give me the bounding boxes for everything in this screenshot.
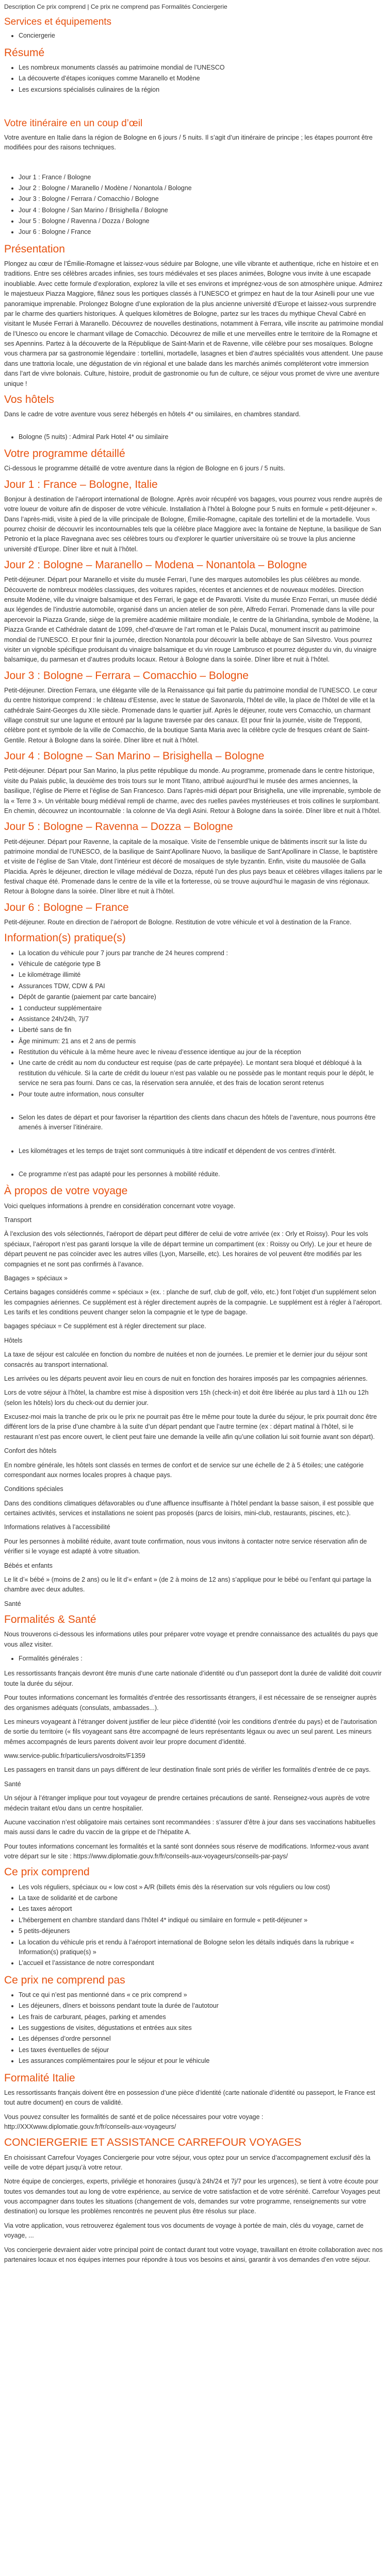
list-item: • Assurances TDW, CDW & PAI [19,981,384,991]
list-item: • La taxe de solidarité et de carbone [19,1893,384,1903]
list-item: • Jour 1 : France / Bologne [19,173,384,182]
itinerary-title: Votre itinéraire en un coup d’œil [4,118,143,129]
list-item: • L’hébergement en chambre standard dans l’hôtel 4* indiqué ou similaire en formule « petit-déjeuner » [19,1916,384,1925]
formalites-title: Formalités & Santé [4,1614,96,1626]
list-item: • Les kilométrages et les temps de trajet sont communiqués à titre indicatif et dépendent de vos centres d’intérêt. [19,1146,384,1156]
formalites-paragraph: Pour toutes informations concernant les formalités et la santé sont données sous réserve de modifications. Informez-vous avant votre départ sur le site : https://www.diplomatie.gouv.fr/fr/conseils-aux-voyageurs/conseils-par-pays/ [4,1842,369,1860]
prix-comprend-list [4,1883,384,1969]
list-item: • 1 conducteur supplémentaire [19,1004,384,1013]
formalites-paragraph: Les passagers en transit dans un pays différent de leur destination finale sont priés de vérifier les formalités d’entrée de ce pays. [4,1766,371,1774]
about-paragraph: Transport [4,1216,32,1224]
about-paragraph: bagages spéciaux = Ce supplément est à régler directement sur place. [4,1323,206,1330]
list-item: • Les dépenses d’ordre personnel [19,2034,384,2044]
about-paragraph: Le lit d’« bébé » (moins de 2 ans) ou le lit d’« enfant » (de 2 à moins de 12 ans) s’applique pour le bébé ou l’enfant qui partage la chambre avec deux adultes. [4,1575,371,1594]
list-item: • Pour toute autre information, nous consulter [19,1090,384,1099]
day-3-text: Petit-déjeuner. Direction Ferrara, une élégante ville de la Renaissance qui fait partie du patrimoine mondial de l’UNESCO. Le cœur du centre historique comprend : le château d’Estense, avec le statue de Savonarola, l’hôtel de ville, la place de l’hôtel de ville et la cathédrale Saint-Georges du XIIe siècle. Promenade dans le quartier juif. Après le déjeuner, route vers Comacchio, un charmant village construit sur une lagune et entouré par la lagune traversée par des canaux. Et pour finir la journée, visite de Trepponti, célèbre pont et symbole de la ville de Comacchio, de la boutique Santa Maria avec la célèbre cycle de fresques créant de Saint-Gentile. Retour à Bologne dans la soirée. Dîner libre et nuit à l’hôtel. [4,686,378,744]
hotels-list [4,432,384,442]
about-paragraph: Bagages » spéciaux » [4,1274,68,1282]
list-item: • Dépôt de garantie (paiement par carte bancaire) [19,992,384,1002]
hotels-text: Dans le cadre de votre aventure vous serez hébergés en hôtels 4* ou similaires, en chambres standard. [4,411,301,418]
about-paragraph: Informations relatives à l’accessibilité [4,1523,110,1531]
conciergerie-paragraph: Via votre application, vous retrouverez également tous vos documents de voyage à portée de main, clés du voyage, carnet de voyage, ... [4,2222,364,2240]
list-item: • Une carte de crédit au nom du conducteur est requise (pas de carte prépayée). Le montant sera bloqué et débloqué à la restitution du véhicule. Si la carte de crédit du loueur n’est pas valable ou ne possède pas le montant requis pour le dépôt, le service ne sera pas fourni. Dans ce cas, la réservation sera annulée, et des frais de location seront retenus [19,1058,384,1088]
programme-title: Votre programme détaillé [4,447,125,460]
information-list-a [4,948,384,1099]
about-paragraph: Lors de votre séjour à l’hôtel, la chambre est mise à disposition vers 15h (check-in) et doit être libérée au plus tard à 11h ou 12h (selon les hôtels) lors du check-out du dernier jour. [4,1389,369,1406]
list-item: • Bologne (5 nuits) : Admiral Park Hotel 4* ou similaire [19,432,384,442]
day-5-title: Jour 5 : Bologne – Ravenna – Dozza – Bologne [4,821,233,833]
hotels-title: Vos hôtels [4,393,54,405]
conciergerie-title: CONCIERGERIE ET ASSISTANCE CARREFOUR VOYAGES [4,2137,302,2149]
itinerary-days-list [4,173,384,238]
day-4-title: Jour 4 : Bologne – San Marino – Brisighella – Bologne [4,750,265,762]
list-item: • Selon les dates de départ et pour favoriser la répartition des clients dans chacun des hôtels de l’aventure, nous pourrons être amenés à inverser l’itinéraire. [19,1113,384,1133]
list-item: • La location du véhicule pour 7 jours par tranche de 24 heures comprend : [19,948,384,958]
list-item: • Liberté sans de fin [19,1025,384,1035]
conciergerie-paragraph: Notre équipe de concierges, experts, privilégie et honoraires (jusqu’à 24h/24 et 7j/7 pour les urgences), se tient à votre écoute pour toutes vos demandes tout au long de votre expérience, au service de votre satisfaction et de votre sérénité. Carrefour Voyages peut vous accompagner dans toutes les situations (changement de vols, demandes sur votre programme, renseignements sur votre destination) ou lorsque les problèmes rencontrés ne peuvent plus être résolus sur place. [4,2178,380,2215]
services-list [4,31,384,41]
list-item: • 5 petits-déjeuners [19,1926,384,1936]
list-item: • Conciergerie [19,31,384,41]
presentation-text: Plongez au cœur de l’Émilie-Romagne et laissez-vous séduire par Bologne, une ville vibrante et authentique, riche en histoire et en traditions. Entre ses célèbres arcades infinies, ses tours médiévales et ses places animées, Bologne vous invite à une escapade inoubliable. Avec cette formule d’exploration, explorez la ville et ses environs et imprégnez-vous de son atmosphère unique. Admirez le majestueux Piazza Maggiore, flânez sous les portiques classés à l’UNESCO et grimpez en haut de la tour Asinelli pour une vue panoramique imprenable. Prolongez Bologne d’une exploration de la plus ancienne université d’Europe et laissez-vous surprendre par le charme des quartiers historiques. À quelques kilomètres de Bologne, partez sur les traces du mythique Cheval Cabré en visitant le Musée Ferrari à Maranello. Découvrez de nouvelles destinations, notamment à Ferrara, ville inscrite au patrimoine mondial de l’Unesco ou encore le charmant village de Comacchio. Découvrez de mille et une merveilles entre le territoire de la Romagne et ses Apennins. Partez à la découverte de la République de Saint-Marin et de Ravenne, ville célèbre pour ses mosaïques. Bologne vous charmera par sa gastronomie légendaire : tortellini, mortadelle, lasagnes et bien d’autres spécialités vous attendent. Une pause dans une trattoria locale, une dégustation de vin régional et une balade dans les marchés animés compléteront votre immersion dans l’art de vivre bolonais. Culture, histoire, produit de gastronomie ou fun de culture, ce séjour vous promet de vivre une aventure unique ! [4,260,384,387]
about-paragraph: Pour les personnes à mobilité réduite, avant toute confirmation, nous vous invitons à contacter notre service réservation afin de vérifier si le voyage est adapté à votre situation. [4,1537,367,1555]
resume-list [4,63,384,95]
about-paragraph: Santé [4,1600,21,1607]
list-item: • Restitution du véhicule à la même heure avec le niveau d’essence identique au jour de la réception [19,1047,384,1057]
formalites-paragraph: Un séjour à l’étranger implique pour tout voyageur de prendre certaines précautions de santé. Renseignez-vous auprès de votre médecin traitant et/ou dans un centre hospitalier. [4,1794,370,1812]
prix-ne-comprend-title: Ce prix ne comprend pas [4,1974,125,1986]
formalites-paragraph: Les mineurs voyageant à l’étranger doivent justifier de leur pièce d’identité (voir les conditions d’entrée du pays) et de l’autorisation de sortie du territoire (« fils voyageant sans être accompagné de leurs représentants légaux ou avec un seul parent. Les mineurs mêmes accompagnés de leurs parents doivent avoir leur propre document d’identité. [4,1718,377,1745]
programme-intro: Ci-dessous le programme détaillé de votre aventure dans la région de Bologne en 6 jours / 5 nuits. [4,465,285,472]
list-item: • Formalités générales : [19,1654,384,1664]
about-paragraph: En nombre générale, les hôtels sont classés en termes de confort et de service sur une échelle de 2 à 5 étoiles; une catégorie correspondant aux normes locales propres à chaque pays. [4,1461,364,1479]
conciergerie-paragraph: Vos conciergerie devraient aider votre principal point de contact durant tout votre voyage, travaillant en étroite collaboration avec nos partenaires locaux et nos équipes internes pour répondre à tous vos besoins et ainsi, garantir à vos demandes d’en votre séjour. [4,2246,383,2263]
list-item: • Les frais de carburant, péages, parking et amendes [19,2012,384,2022]
day-4-text: Petit-déjeuner. Départ pour San Marino, la plus petite république du monde. Au programme, promenade dans le centre historique, visite du Palais public, la deuxième des trois tours sur le mont Titano, attribué aujourd’hui le musée des armes anciennes, la basilique, l’église de Pierre et l’église de San Francesco. Dans l’après-midi départ pour Brisighella, une ville imprenable, symbole de la « Terre 3 ». Un véritable bourg médiéval rempli de charme, avec des ruelles pavées mystérieuses et trois collines le surplombant. En chemin, découvrez un incontournable : la colonne de Via degli Asini. Retour à Bologne dans la soirée. Dîner libre et nuit à l’hôtel. [4,767,381,815]
about-paragraph: Excusez-moi mais la tranche de prix ou le prix ne pourrait pas être le même pour toute la durée du séjour, le prix pourrait donc être différent lors de la prise d’une chambre à la suite d’un départ pendant que l’autre termine (ex : départ matinal à l’hôtel, si le restaurant n’est pas encore ouvert, le client peut faire une demande la veille afin qu’une collation lui soit fournie avant son départ). [4,1413,377,1440]
list-item: • Jour 4 : Bologne / San Marino / Brisighella / Bologne [19,206,384,215]
about-paragraph: Confort des hôtels [4,1447,57,1455]
about-paragraph: Hôtels [4,1336,23,1344]
about-paragraph: Certains bagages considérés comme « spéciaux » (ex. : planche de surf, club de golf, vélo, etc.) font l’objet d’un supplément selon les compagnies aériennes. Ce supplément est à régler directement auprès de la compagnie. Le supplément est à régler à l’aéroport. Les tarifs et les conditions peuvent changer selon la compagnie et le type de bagage. [4,1289,382,1316]
list-item: • Les déjeuners, dîners et boissons pendant toute la durée de l’autotour [19,2001,384,2011]
day-1-text: Bonjour à destination de l’aéroport international de Bologne. Après avoir récupéré vos bagages, vous pourrez vous rendre auprès de votre loueur de voiture afin de disposer de votre véhicule. Installation à l’hôtel à Bologne pour 5 nuits en formule « petit-déjeuner ». Dans l’après-midi, visite à pied de la ville principale de Bologne, Émilie-Romagne, capitale des tortellini et de la mortadelle. Vous pourrez choisir de découvrir les incontournables tels que la célèbre place Maggiore avec la fontaine de Neptune, la basilique de San Petronio et la place Ravegnana avec ses célèbres tours ou d’explorer le quartier universitaire où se trouve la plus ancienne université d’Europe. Dîner libre et nuit à l’hôtel. [4,495,383,553]
list-item: • Véhicule de catégorie type B [19,959,384,969]
list-item: • Le kilométrage illimité [19,970,384,980]
prix-comprend-title: Ce prix comprend [4,1866,90,1878]
about-paragraph: La taxe de séjour est calculée en fonction du nombre de nuitées et non de journées. Le premier et le dernier jour du séjour sont consacrés au transport international. [4,1351,367,1368]
about-paragraph: Dans des conditions climatiques défavorables ou d’une affluence insuffisante à l’hôtel pendant la basse saison, il est possible que certaines activités, services et installations ne soient pas proposés (parcs de loisirs, mini-club, restaurants, piscines, etc.). [4,1499,374,1517]
list-item: • Jour 2 : Bologne / Maranello / Modène / Nonantola / Bologne [19,183,384,193]
information-title: Information(s) pratique(s) [4,932,126,944]
itinerary-intro-text: Votre aventure en Italie dans la région de Bologne en 6 jours / 5 nuits. Il s’agit d’un itinéraire de principe ; les étapes pourront être modifiées pour des raisons techniques. [4,133,373,151]
day-6-title: Jour 6 : Bologne – France [4,901,129,913]
list-item: • Les taxes éventuelles de séjour [19,2045,384,2055]
list-item: • Les suggestions de visites, dégustations et entrées aux sites [19,2023,384,2033]
breadcrumb: Description Ce prix comprend | Ce prix ne comprend pas Formalités Conciergerie [4,3,227,10]
about-paragraph: À l’exclusion des vols sélectionnés, l’aéroport de départ peut différer de celui de votre arrivée (ex : Orly et Roissy). Pour les vols spéciaux, l’aéroport n’est pas garanti lorsque la ville de départ termine un compartiment (ex : Roissy ou Orly). Le jour et heure de départ peuvent ne pas coïncider avec les autres villes (Lyon, Marseille, etc). Les horaires de vol peuvent être modifiés par les compagnies et ne sont pas confirmés à l’avance. [4,1230,372,1268]
list-item: • La découverte d’étapes iconiques comme Maranello et Modène [19,74,384,83]
day-2-text: Petit-déjeuner. Départ pour Maranello et visite du musée Ferrari, l’une des marques automobiles les plus célèbres au monde. Découverte de nombreux modèles classiques, des voitures rapides, récentes et anciennes et de nouveaux modèles. Direction ensuite Modène, ville du vinaigre balsamique et des Ferrari, le gage et de Pavarotti. Visite du musée Enzo Ferrari, un musée dédié aux légendes de l’industrie automobile, organisé dans un ancien atelier de son père, Alfredo Ferrari. Promenade dans la ville pour apercevoir la Piazza Grande, siège de la première académie militaire mondiale, le centre de la Ghirlandina, symbole de Modène, la Piazza Grande et Cathédrale datant de 1099, chef-d’œuvre de l’art roman et le Palais Ducal, monument inscrit au patrimoine mondial de l’UNESCO. Et pour finir la journée, direction Nonantola pour découvrir la belle abbaye de San Silvestro. Vous pourrez visiter un vignoble spécifique produisant du vinaigre balsamique et du vin rouge Lambrusco et pourrez déguster du vin, du vinaigre balsamique, du parmesan et d’autres produits locaux. Retour à Bologne dans la soirée. Dîner libre et nuit à l’hôtel. [4,576,379,664]
list-item: • Les nombreux monuments classés au patrimoine mondial de l’UNESCO [19,63,384,73]
list-item: • L’accueil et l’assistance de notre correspondant [19,1958,384,1968]
list-item: • Âge minimum: 21 ans et 2 ans de permis [19,1037,384,1046]
list-item: • Assistance 24h/24h, 7j/7 [19,1014,384,1024]
list-item: • Jour 6 : Bologne / France [19,227,384,237]
services-title: Services et équipements [4,16,112,27]
about-title: À propos de votre voyage [4,1185,128,1197]
day-6-text: Petit-déjeuner. Route en direction de l’aéroport de Bologne. Restitution de votre véhicule et vol à destination de la France. [4,919,352,926]
information-list-b [4,1113,384,1133]
formalite-paragraph: Vous pouvez consulter les formalités de santé et de police nécessaires pour votre voyage : http://XXXwww.diplomatie.gouv.fr/fr/conseils-aux-voyageurs/ [4,2113,264,2130]
information-list-c [4,1146,384,1156]
list-item: • Jour 5 : Bologne / Ravenna / Dozza / Bologne [19,216,384,226]
information-list-d [4,1170,384,1179]
list-item: • Tout ce qui n’est pas mentionné dans « ce prix comprend » [19,1990,384,2000]
about-paragraph: Conditions spéciales [4,1485,63,1493]
about-paragraph: Les arrivées ou les départs peuvent avoir lieu en cours de nuit en fonction des horaires imposés par les compagnies aériennes. [4,1375,368,1382]
formalites-list [4,1654,384,1664]
presentation-title: Présentation [4,243,65,255]
formalite-italie-title: Formalité Italie [4,2072,75,2084]
formalites-paragraph: Santé [4,1780,21,1788]
about-paragraph: Bébés et enfants [4,1562,53,1569]
list-item: • Ce programme n’est pas adapté pour les personnes à mobilité réduite. [19,1170,384,1179]
formalites-paragraph: Pour toutes informations concernant les formalités d’entrée des ressortissants étrangers, il est nécessaire de se renseigner auprès des organismes adéquats (consulats, ambassades...). [4,1694,377,1711]
list-item: • Les vols réguliers, spéciaux ou « low cost » A/R (billets émis dès la réservation sur vols réguliers ou low cost) [19,1883,384,1892]
day-5-text: Petit-déjeuner. Départ pour Ravenne, la capitale de la mosaïque. Visite de l’ensemble unique de bâtiments inscrit sur la liste du patrimoine mondial de l’UNESCO, de la basilique de Saint’Apollinare Nuovo, la basilique de Sant’Apollinare in Classe, le baptistère et visite de l’église de San Vitale, dont l’intérieur est décoré de mosaïques de style byzantin. Enfin, visite du mausolée de Galla Placidia. Après le déjeuner, direction le village médiéval de Dozza, réputé l’un des plus pays beaux et célèbres villages italiens par le festival chaque été. Promenade dans le centre de la ville et la forteresse, où se trouve aujourd’hui le magasin de vins régionaux. Retour à Bologne dans la soirée. Dîner libre et nuit à l’hôtel. [4,838,383,895]
resume-title: Résumé [4,46,45,59]
day-3-title: Jour 3 : Bologne – Ferrara – Comacchio – Bologne [4,669,249,682]
formalites-intro: Nous trouverons ci-dessous les informations utiles pour préparer votre voyage et prendre connaissance des actualités du pays que vous allez visiter. [4,1631,378,1648]
prix-ne-comprend-list [4,1990,384,2066]
day-2-title: Jour 2 : Bologne – Maranello – Modena – Nonantola – Bologne [4,559,307,571]
list-item: • La location du véhicule pris et rendu à l’aéroport international de Bologne selon les détails indiqués dans la rubrique « Information(s) pratique(s) » [19,1938,384,1958]
formalites-paragraph: www.service-public.fr/particuliers/vosdroits/F1359 [4,1752,145,1760]
formalites-paragraph: Les ressortissants français devront être munis d’une carte nationale d’identité ou d’un passeport dont la durée de validité doit couvrir toute la durée du séjour. [4,1670,382,1687]
day-1-title: Jour 1 : France – Bologne, Italie [4,478,158,490]
list-item: • Jour 3 : Bologne / Ferrara / Comacchio / Bologne [19,194,384,204]
list-item: • Les assurances complémentaires pour le séjour et pour le véhicule [19,2056,384,2066]
formalite-paragraph: Les ressortissants français doivent être en possession d’une pièce d’identité (carte nationale d’identité ou passeport, le France est tout autre document) en cours de validité. [4,2089,376,2107]
list-item: • Les excursions spécialisés culinaires de la région [19,85,384,95]
conciergerie-paragraph: En choisissant Carrefour Voyages Conciergerie pour votre séjour, vous optez pour un service d’accompagnement exclusif dès la veille de votre départ jusqu’à votre retour. [4,2154,371,2171]
formalites-paragraph: Aucune vaccination n’est obligatoire mais certaines sont recommandées : s’assurer d’être à jour dans ses vaccinations habituelles mais aussi dans le cadre du vaccin de la grippe et de l’hépatite A. [4,1818,376,1836]
about-intro: Voici quelques informations à prendre en considération concernant votre voyage. [4,1202,236,1210]
list-item: • Les taxes aéroport [19,1904,384,1914]
